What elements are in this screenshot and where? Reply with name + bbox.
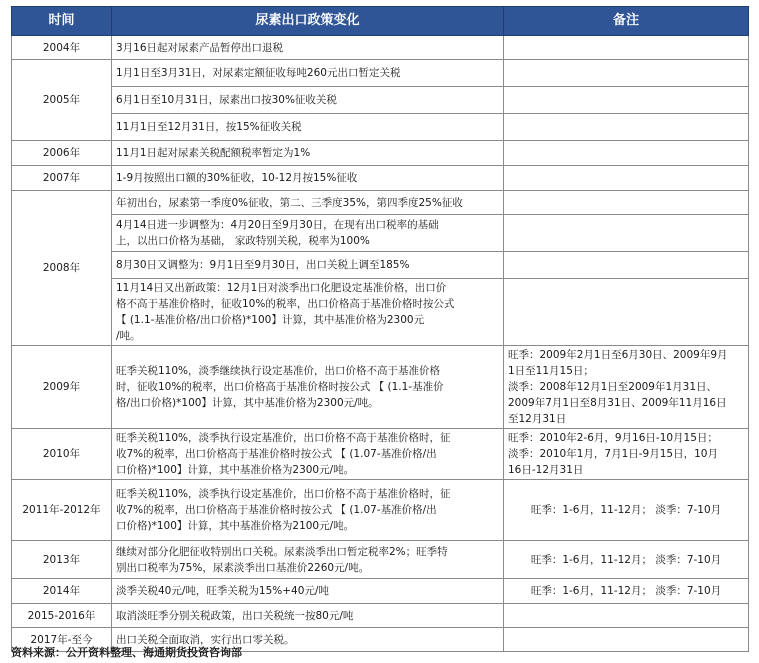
table-row — [12, 166, 749, 191]
note-cell — [504, 252, 749, 279]
policy-cell: 取消淡旺季分别关税政策，出口关税统一按80元/吨 — [112, 604, 504, 628]
policy-cell: 1月1日至3月31日，对尿素定额征收每吨260元出口暂定关税 — [112, 60, 504, 87]
year-cell: 2004年 — [12, 36, 112, 60]
table-row — [12, 429, 749, 480]
policy-cell: 继续对部分化肥征收特别出口关税。尿素淡季出口暂定税率2%；旺季特 别出口税率为75%，尿素淡季出口基准价2260元/吨。 — [112, 541, 504, 579]
policy-table — [11, 6, 749, 652]
table-row — [12, 141, 749, 166]
policy-cell: 旺季关税110%，淡季执行设定基准价，出口价格不高于基准价格时，征 收7%的税率，出口价格高于基准价格时按公式 【 (1.07-基准价格/出 口价格)*100】计算，其中基准价格为2100元/吨。 — [112, 480, 504, 541]
policy-cell: 4月14日进一步调整为：4月20日至9月30日，在现有出口税率的基础 上，以出口价格为基础， 家政特别关税，税率为100% — [112, 215, 504, 252]
note-cell — [504, 191, 749, 215]
note-cell: 旺季：2010年2-6月，9月16日-10月15日； 淡季：2010年1月，7月1日-9月15日，10月 16日-12月31日 — [504, 429, 749, 480]
policy-cell: 11月14日又出新政策：12月1日对淡季出口化肥设定基准价格，出口价 格不高于基准价格时，征收10%的税率，出口价格高于基准价格时按公式 【 (1.1-基准价格/出口价格)*100】计算，其中基准价格为2300元 /吨。 — [112, 279, 504, 346]
note-cell — [504, 628, 749, 652]
year-cell: 2013年 — [12, 541, 112, 579]
table-row — [12, 279, 749, 346]
year-cell: 2008年 — [12, 191, 112, 346]
table-row — [12, 480, 749, 541]
policy-cell: 旺季关税110%，淡季执行设定基准价，出口价格不高于基准价格时，征 收7%的税率，出口价格高于基准价格时按公式 【 (1.07-基准价格/出 口价格)*100】计算，其中基准价格为2300元/吨。 — [112, 429, 504, 480]
year-cell: 2005年 — [12, 60, 112, 141]
year-cell: 2006年 — [12, 141, 112, 166]
table-row — [12, 346, 749, 429]
source-note: 资料来源：公开资料整理、海通期货投资咨询部 — [11, 646, 242, 659]
note-cell: 旺季：1-6月，11-12月； 淡季：7-10月 — [504, 480, 749, 541]
note-cell: 旺季：2009年2月1日至6月30日、2009年9月 1日至11月15日； 淡季：2008年12月1日至2009年1月31日、 2009年7月1日至8月31日、2009年11月16日 至12月31日 — [504, 346, 749, 429]
year-cell: 2009年 — [12, 346, 112, 429]
policy-cell: 3月16日起对尿素产品暂停出口退税 — [112, 36, 504, 60]
table-row — [12, 252, 749, 279]
table-row — [12, 36, 749, 60]
note-cell — [504, 114, 749, 141]
policy-cell: 6月1日至10月31日，尿素出口按30%征收关税 — [112, 87, 504, 114]
table-row — [12, 541, 749, 579]
policy-cell: 出口关税全面取消，实行出口零关税。 — [112, 628, 504, 652]
header-note: 备注 — [504, 7, 749, 36]
table-row — [12, 114, 749, 141]
year-cell: 2014年 — [12, 579, 112, 604]
table-row — [12, 60, 749, 87]
year-cell: 2010年 — [12, 429, 112, 480]
note-cell — [504, 604, 749, 628]
policy-cell: 8月30日又调整为：9月1日至9月30日，出口关税上调至185% — [112, 252, 504, 279]
note-cell: 旺季：1-6月，11-12月； 淡季：7-10月 — [504, 579, 749, 604]
table-row — [12, 215, 749, 252]
header-year: 时间 — [12, 7, 112, 36]
year-cell: 2011年-2012年 — [12, 480, 112, 541]
policy-cell: 11月1日起对尿素关税配额税率暂定为1% — [112, 141, 504, 166]
header-policy: 尿素出口政策变化 — [112, 7, 504, 36]
note-cell — [504, 279, 749, 346]
table-row — [12, 87, 749, 114]
table-header-row — [12, 7, 749, 36]
note-cell — [504, 87, 749, 114]
policy-cell: 年初出台，尿素第一季度0%征收，第二、三季度35%，第四季度25%征收 — [112, 191, 504, 215]
note-cell — [504, 215, 749, 252]
policy-cell: 旺季关税110%，淡季继续执行设定基准价，出口价格不高于基准价格 时，征收10%的税率，出口价格高于基准价格时按公式 【 (1.1-基准价 格/出口价格)*100】计算，其中基准价格为2300元/吨。 — [112, 346, 504, 429]
table-row — [12, 191, 749, 215]
table-row — [12, 604, 749, 628]
year-cell: 2017年-至今 — [12, 628, 112, 652]
policy-cell: 1-9月按照出口额的30%征收，10-12月按15%征收 — [112, 166, 504, 191]
note-cell — [504, 141, 749, 166]
year-cell: 2007年 — [12, 166, 112, 191]
note-cell — [504, 36, 749, 60]
year-cell: 2015-2016年 — [12, 604, 112, 628]
note-cell: 旺季：1-6月，11-12月； 淡季：7-10月 — [504, 541, 749, 579]
note-cell — [504, 166, 749, 191]
policy-cell: 11月1日至12月31日，按15%征收关税 — [112, 114, 504, 141]
table-row — [12, 579, 749, 604]
note-cell — [504, 60, 749, 87]
policy-cell: 淡季关税40元/吨，旺季关税为15%+40元/吨 — [112, 579, 504, 604]
